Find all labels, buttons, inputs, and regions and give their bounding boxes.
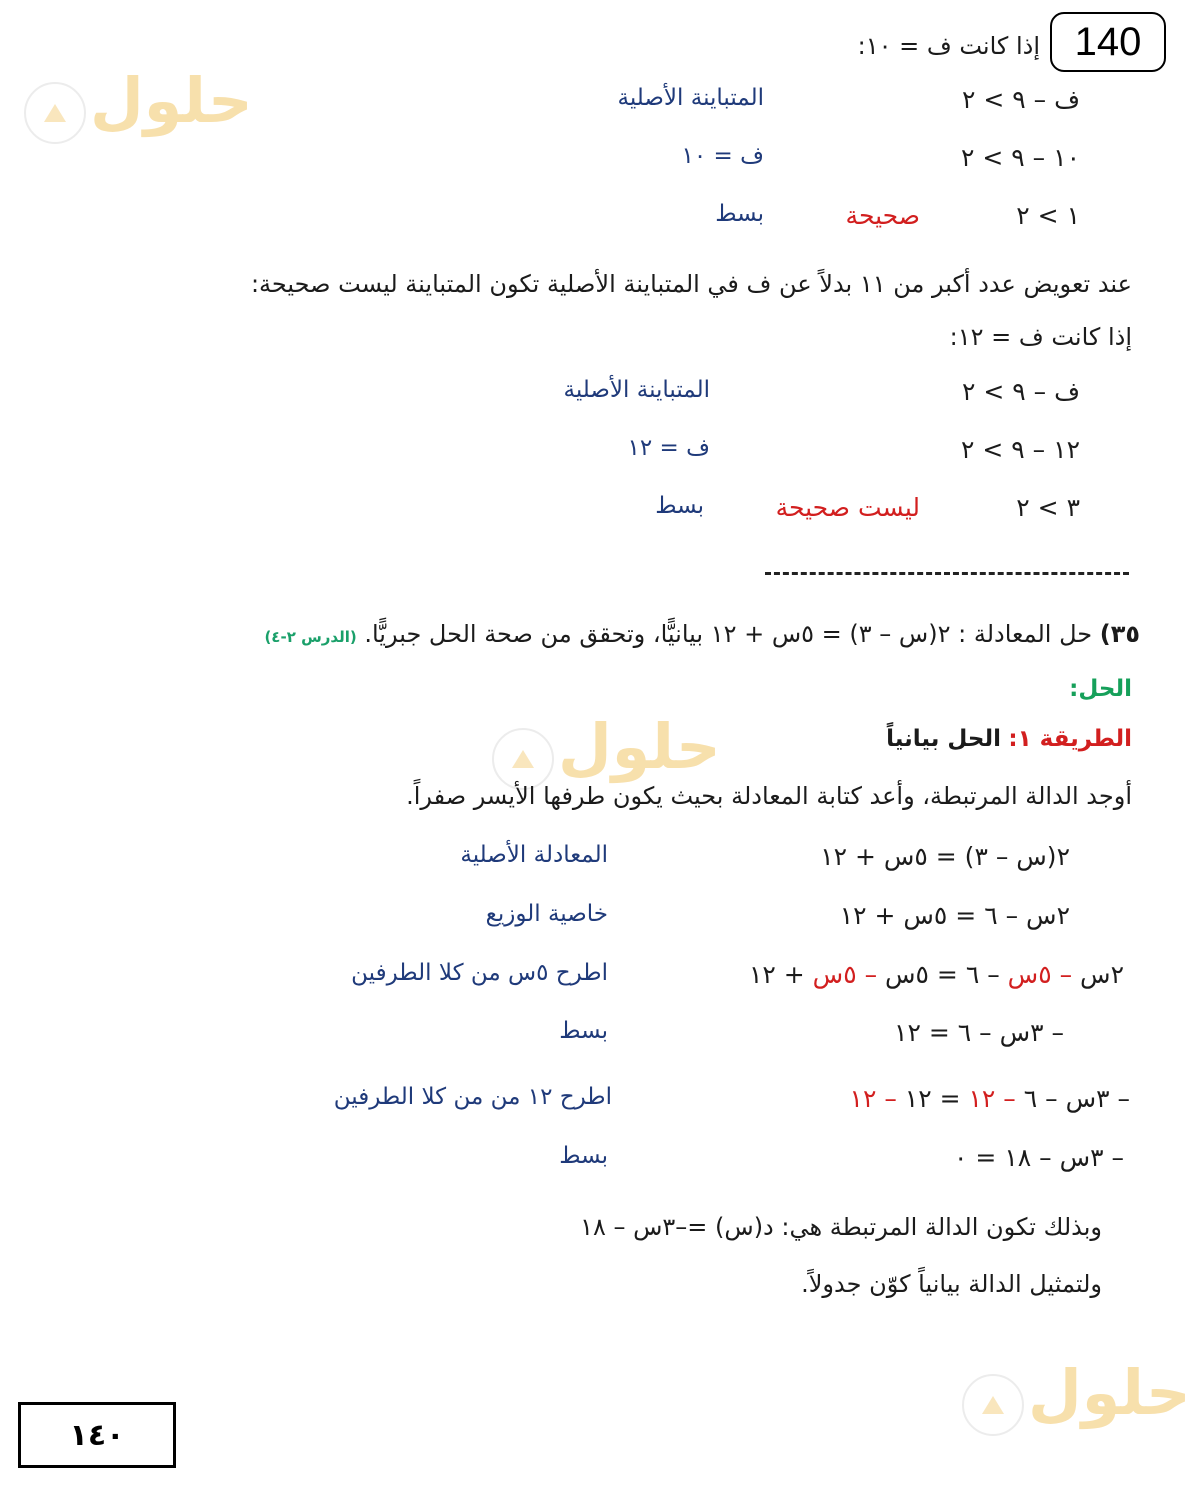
- section1-row1-note: المتباينة الأصلية: [617, 85, 764, 111]
- section1-row2-note: ف = ١٠: [681, 143, 764, 169]
- watermark-logo-bottom: [962, 1356, 1191, 1438]
- method-heading: [886, 726, 1132, 752]
- section2-row3-math: ٣ > ٢: [1016, 493, 1080, 522]
- book-icon: [24, 82, 86, 144]
- step6-math: – ٣س – ١٨ = ٠: [954, 1143, 1124, 1172]
- section-divider: [765, 572, 1129, 575]
- section1-row1-math: ف – ٩ > ٢: [961, 85, 1080, 114]
- step2-note: خاصية الوزيع: [485, 901, 608, 927]
- section2-row2-math: ١٢ – ٩ > ٢: [961, 435, 1080, 464]
- step3-math: ٢س – ٥س – ٦ = ٥س – ٥س + ١٢: [748, 960, 1124, 989]
- section2-row3-status: ليست صحيحة: [775, 493, 920, 522]
- logo-wordmark: حلول: [558, 710, 721, 783]
- problem-line: [264, 620, 1140, 648]
- step4-math: – ٣س – ٦ = ١٢: [894, 1018, 1064, 1047]
- section2-statement: عند تعويض عدد أكبر من ١١ بدلاً عن ف في المتباينة الأصلية تكون المتباينة ليست صحيحة:: [250, 270, 1132, 298]
- section2-row3-note: بسط: [655, 493, 704, 519]
- solution-instruction: أوجد الدالة المرتبطة، وأعد كتابة المعادلة بحيث يكون طرفها الأيسر صفراً.: [406, 782, 1132, 810]
- logo-wordmark: حلول: [90, 64, 253, 137]
- related-function: وبذلك تكون الدالة المرتبطة هي: د(س) =–٣س – ١٨: [580, 1213, 1102, 1241]
- graph-instruction: ولتمثيل الدالة بيانياً كوّن جدولاً.: [801, 1270, 1102, 1298]
- step6-note: بسط: [559, 1143, 608, 1169]
- section2-row1-note: المتباينة الأصلية: [563, 377, 710, 403]
- watermark-logo-top: [24, 64, 253, 146]
- section1-intro: إذا كانت ف = ١٠:: [857, 32, 1040, 60]
- page-number-footer: [18, 1402, 176, 1468]
- step1-math: ٢(س – ٣) = ٥س + ١٢: [820, 842, 1070, 871]
- section1-row2-math: ١٠ – ٩ > ٢: [961, 143, 1080, 172]
- step1-note: المعادلة الأصلية: [460, 842, 608, 868]
- book-icon: [962, 1374, 1024, 1436]
- book-icon: [492, 728, 554, 790]
- lesson-tag: (الدرس ٢-٤): [264, 628, 357, 646]
- method-label: الطريقة ١:: [1008, 726, 1132, 752]
- section1-row3-status: صحيحة: [845, 201, 920, 230]
- page-number-badge: [1050, 12, 1166, 72]
- method-name: الحل بيانياً: [886, 726, 1002, 752]
- step5-math: – ٣س – ٦ – ١٢ = ١٢ – ١٢: [849, 1084, 1130, 1113]
- step4-note: بسط: [559, 1018, 608, 1044]
- page-number-top: 140: [1074, 19, 1142, 64]
- logo-wordmark: حلول: [1028, 1356, 1191, 1429]
- problem-number: ٣٥): [1099, 620, 1140, 648]
- step3-note: اطرح ٥س من كلا الطرفين: [351, 960, 608, 986]
- solution-label: الحل:: [1069, 676, 1132, 702]
- section2-row2-note: ف = ١٢: [627, 435, 710, 461]
- section1-row3-note: بسط: [715, 201, 764, 227]
- problem-text: حل المعادلة : ٢(س – ٣) = ٥س + ١٢ بيانيًّا، وتحقق من صحة الحل جبريًّا.: [364, 620, 1093, 648]
- page-number-bottom: ١٤٠: [69, 1417, 125, 1453]
- section2-row1-math: ف – ٩ > ٢: [961, 377, 1080, 406]
- section2-intro: إذا كانت ف = ١٢:: [949, 323, 1132, 351]
- step5-note: اطرح ١٢ من من كلا الطرفين: [333, 1084, 612, 1110]
- section1-row3-math: ١ > ٢: [1016, 201, 1080, 230]
- step2-math: ٢س – ٦ = ٥س + ١٢: [839, 901, 1070, 930]
